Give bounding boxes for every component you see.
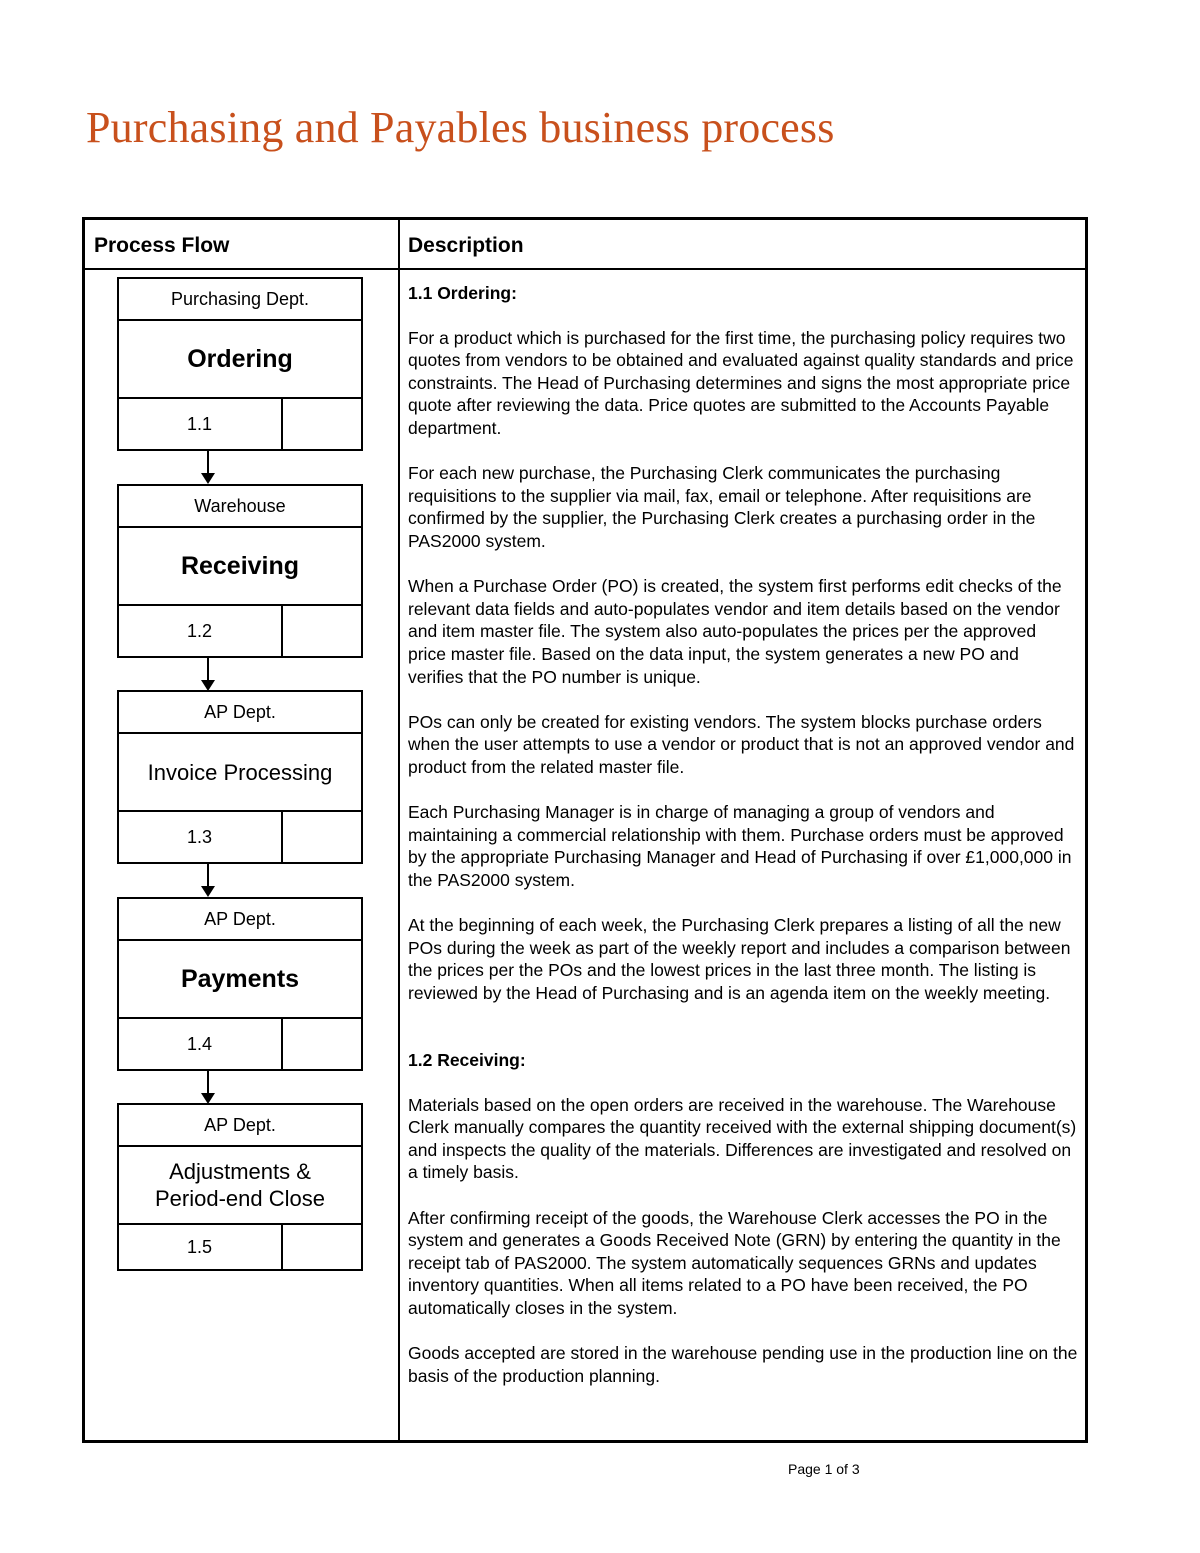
- step-number: 1.1: [119, 399, 283, 449]
- paragraph: After confirming receipt of the goods, the Warehouse Clerk accesses the PO in the system and generates a Goods Received Note (GRN) by entering the quantity in the receipt tab of PAS2000. The system automatically sequences GRNs and updates inventory quantities. When all items related to a PO have been received, the PO automatically closes in the system.: [408, 1207, 1061, 1318]
- step-dept: AP Dept.: [119, 692, 361, 734]
- step-number: 1.4: [119, 1019, 283, 1069]
- step-name: Payments: [119, 941, 361, 1019]
- step-dept: AP Dept.: [119, 899, 361, 941]
- step-dept: Purchasing Dept.: [119, 279, 361, 321]
- step-number: 1.3: [119, 812, 283, 862]
- step-dept: AP Dept.: [119, 1105, 361, 1147]
- process-table: [82, 217, 1088, 1443]
- description-column: [408, 282, 1078, 1410]
- header-process-flow: Process Flow: [94, 234, 230, 257]
- step-name: Adjustments & Period-end Close: [119, 1147, 361, 1225]
- step-name: Ordering: [119, 321, 361, 399]
- flow-arrow: [207, 658, 209, 680]
- page-title: Purchasing and Payables business process: [86, 103, 835, 152]
- section-heading-receiving: 1.2 Receiving:: [408, 1050, 526, 1070]
- flow-arrow: [207, 451, 209, 473]
- step-number: 1.2: [119, 606, 283, 656]
- paragraph: For a product which is purchased for the first time, the purchasing policy requires two quotes from vendors to be obtained and evaluated against quality standards and price constraints. The Head of Purchasing determines and signs the most appropriate price quote after reviewing the data. Price quotes are submitted to the Accounts Payable department.: [408, 327, 1074, 438]
- paragraph: POs can only be created for existing vendors. The system blocks purchase orders when the user attempts to use a vendor or product that is not an approved vendor and product from the related master file.: [408, 711, 1075, 777]
- flow-step-ordering: [117, 277, 363, 451]
- page-number: Page 1 of 3: [788, 1461, 860, 1477]
- step-name: Receiving: [119, 528, 361, 606]
- step-number: 1.5: [119, 1225, 283, 1269]
- step-dept: Warehouse: [119, 486, 361, 528]
- paragraph: Each Purchasing Manager is in charge of managing a group of vendors and maintaining a commercial relationship with them. Purchase orders must be approved by the appropriate Purchasing Manager and Head of Purchasing if over £1,000,000 in the PAS2000 system.: [408, 802, 1072, 890]
- header-divider: [85, 268, 1085, 270]
- arrow-down-icon: [201, 886, 215, 897]
- column-divider: [398, 220, 400, 1440]
- paragraph: For each new purchase, the Purchasing Clerk communicates the purchasing requisitions to the supplier via mail, fax, email or telephone. After requisitions are confirmed by the supplier, the Purchasing Clerk creates a purchasing order in the PAS2000 system.: [408, 463, 1036, 551]
- flow-step-invoice-processing: [117, 690, 363, 864]
- arrow-down-icon: [201, 473, 215, 484]
- flow-arrow: [207, 864, 209, 886]
- paragraph: When a Purchase Order (PO) is created, the system first performs edit checks of the relevant data fields and auto-populates vendor and item details based on the vendor and item master file. The system also auto-populates the prices per the approved price master file. Based on the data input, the system generates a new PO and verifies that the PO number is unique.: [408, 576, 1062, 687]
- section-heading-ordering: 1.1 Ordering:: [408, 283, 517, 303]
- paragraph: Goods accepted are stored in the warehouse pending use in the production line on the basis of the production planning.: [408, 1343, 1078, 1386]
- flow-step-adjustments: [117, 1103, 363, 1271]
- paragraph: At the beginning of each week, the Purchasing Clerk prepares a listing of all the new POs during the week as part of the weekly report and includes a comparison between the prices per the POs and the lowest prices in the last three month. The listing is reviewed by the Head of Purchasing and is an agenda item on the weekly meeting.: [408, 915, 1071, 1003]
- step-name: Invoice Processing: [119, 734, 361, 812]
- paragraph: Materials based on the open orders are received in the warehouse. The Warehouse Clerk manually compares the quantity received with the external shipping document(s) and inspects the quality of the materials. Differences are investigated and resolved on a timely basis.: [408, 1094, 1077, 1183]
- flow-arrow: [207, 1071, 209, 1093]
- flow-step-receiving: [117, 484, 363, 658]
- header-description: Description: [408, 234, 524, 257]
- flow-step-payments: [117, 897, 363, 1071]
